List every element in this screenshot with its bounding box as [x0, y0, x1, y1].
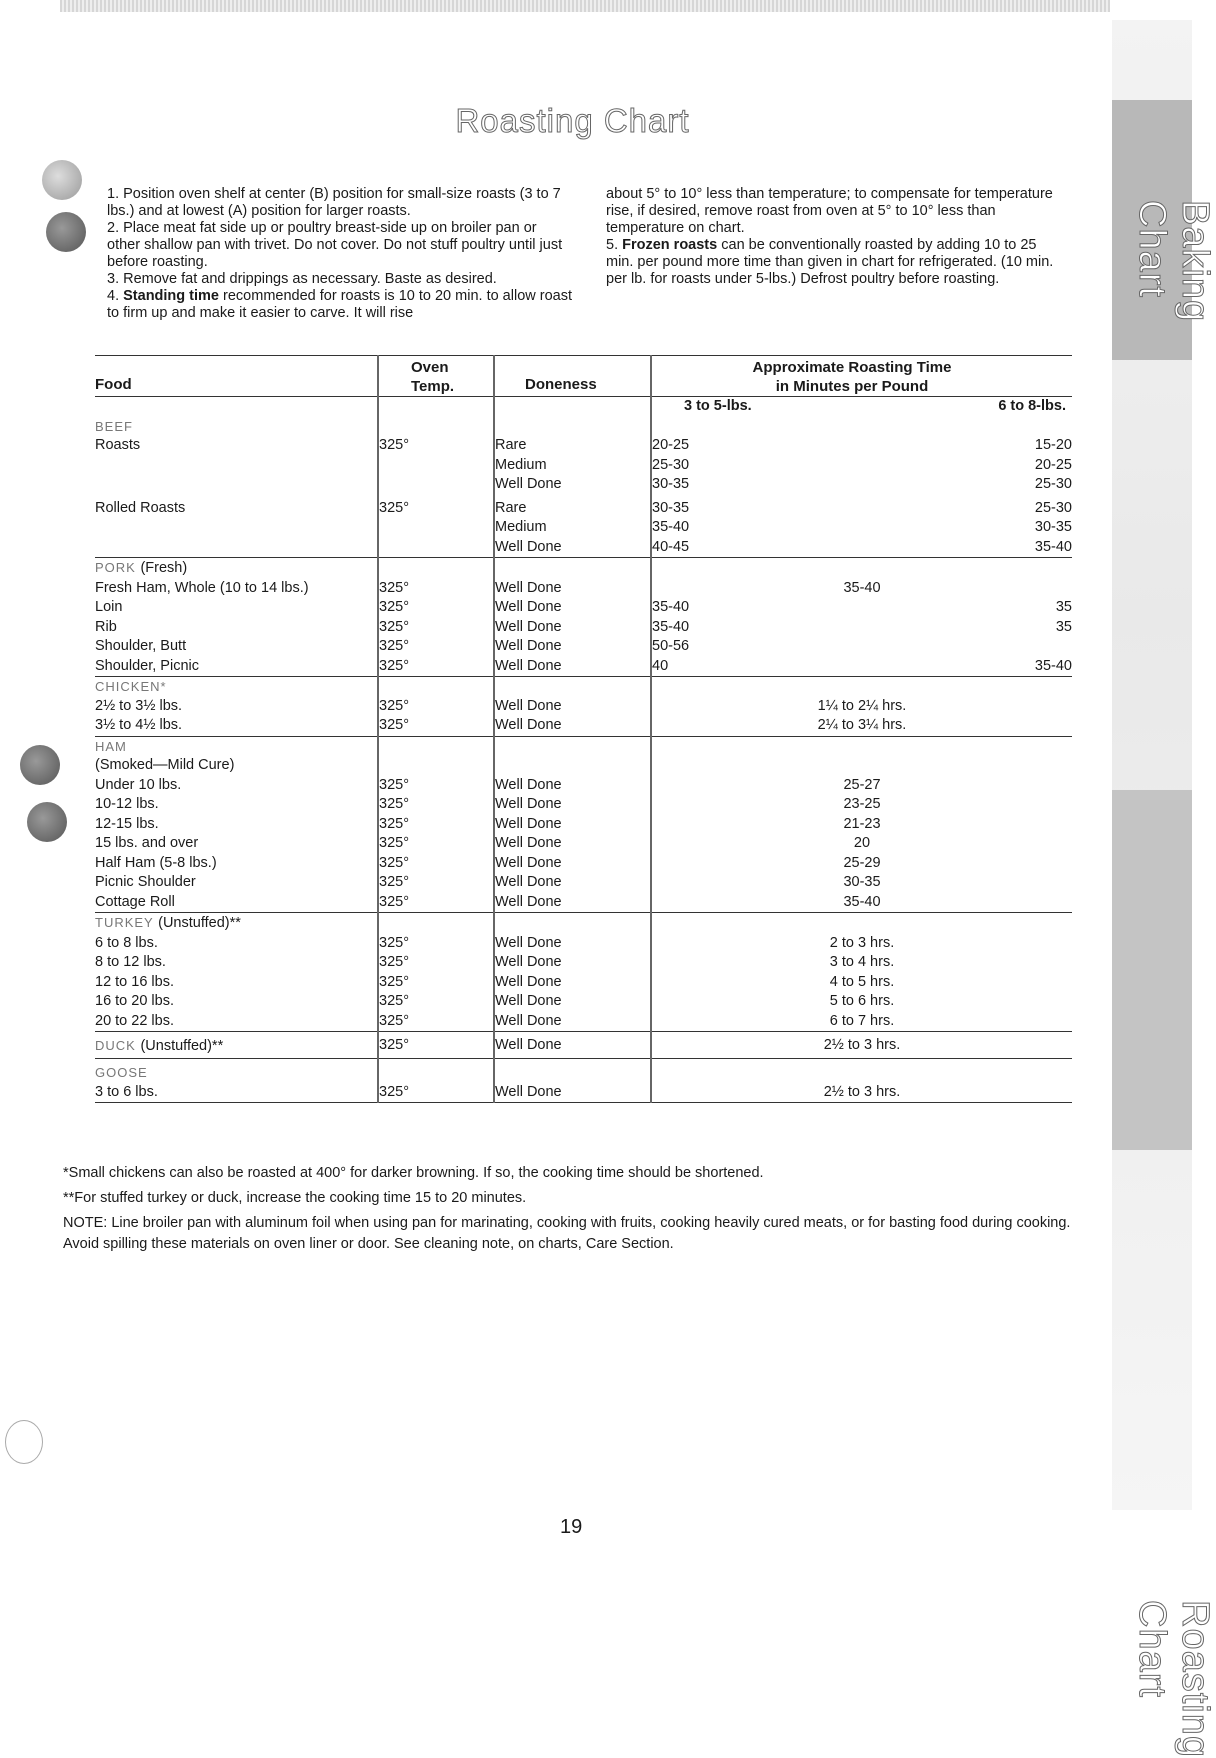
- cell-time-3-5: 40-45: [652, 538, 690, 555]
- cell-time: 2 to 3 hrs.: [829, 934, 895, 951]
- cell-time-6-8: 35-40: [1034, 538, 1072, 555]
- cell-doneness: Well Done: [494, 795, 651, 815]
- step-number: 3.: [107, 271, 120, 287]
- table-row: [95, 538, 1072, 558]
- cell-food: 12-15 lbs.: [95, 815, 378, 835]
- cell-time-6-8: 30-35: [1034, 519, 1072, 535]
- header-time-line2: in Minutes per Pound: [775, 378, 929, 395]
- cell-time-3-5: 35-40: [652, 519, 690, 535]
- table-row: [95, 475, 1072, 495]
- cell-time-6-8: 25-30: [1034, 476, 1072, 492]
- side-tab-strip: [1112, 20, 1216, 1758]
- cell-temp: [378, 475, 494, 495]
- cell-temp: 325°: [378, 1012, 494, 1032]
- cell-temp: 325°: [378, 815, 494, 835]
- step-text: about 5° to 10° less than temperature; to compensate for temperature rise, if desired, remove roast from oven at 5° to 10° less than temperature on chart.: [606, 186, 1053, 236]
- cell-doneness: Rare: [494, 436, 651, 456]
- binder-hole-icon: [42, 160, 82, 200]
- cell-time: 30-35: [843, 874, 881, 890]
- cell-food: Shoulder, Picnic: [95, 657, 378, 677]
- category-chicken: CHICKEN*: [95, 677, 378, 697]
- cell-time-6-8: 25-30: [1034, 499, 1072, 516]
- table-row: [95, 637, 1072, 657]
- cell-time: 2½ to 3 hrs.: [823, 1083, 901, 1100]
- intro-step-4: [107, 288, 572, 322]
- cell-doneness: Well Done: [494, 973, 651, 993]
- cell-food: 6 to 8 lbs.: [95, 934, 378, 954]
- cell-doneness: Rare: [494, 499, 651, 519]
- cell-temp: 325°: [378, 436, 494, 456]
- cell-doneness: Well Done: [494, 1032, 651, 1059]
- table-row: [95, 953, 1072, 973]
- cell-doneness: Well Done: [494, 1083, 651, 1103]
- cell-temp: 325°: [378, 657, 494, 677]
- cell-time: 4 to 5 hrs.: [829, 973, 895, 990]
- cell-food: 10-12 lbs.: [95, 795, 378, 815]
- cell-food: Rib: [95, 618, 378, 638]
- cell-food: [95, 518, 378, 538]
- intro-step-3: [107, 271, 572, 288]
- category-note: (Fresh): [140, 560, 188, 576]
- cell-doneness: Well Done: [494, 873, 651, 893]
- cell-time-3-5: 25-30: [652, 456, 690, 473]
- header-oven-line1: Oven: [411, 359, 449, 376]
- category-label: PORK: [95, 560, 136, 575]
- cell-time-6-8: 35-40: [1034, 657, 1072, 674]
- cell-food: 15 lbs. and over: [95, 834, 378, 854]
- step-text: Remove fat and drippings as necessary. Baste as desired.: [123, 271, 497, 287]
- intro-step-5: [606, 237, 1066, 288]
- cell-time: 20: [853, 835, 871, 851]
- cell-time: 2½ to 3 hrs.: [651, 1032, 1072, 1059]
- cell-temp: 325°: [378, 579, 494, 599]
- cell-doneness: Well Done: [494, 475, 651, 495]
- category-pork: [95, 558, 378, 579]
- cell-time-6-8: [851, 637, 1072, 657]
- cell-temp: 325°: [378, 934, 494, 954]
- cell-time: [651, 756, 1072, 776]
- cell-time-3-5: 30-35: [652, 476, 690, 492]
- cell-food: Under 10 lbs.: [95, 776, 378, 796]
- cell-doneness: Well Done: [494, 716, 651, 736]
- cell-doneness: Well Done: [494, 657, 651, 677]
- table-row: [95, 598, 1072, 618]
- category-beef: BEEF: [95, 417, 378, 437]
- footnote-note: NOTE: Line broiler pan with aluminum foil when using pan for marinating, cooking with fruits, cooking heavily cured meats, or for basting food during cooking. Avoid spilling these materials on oven liner or door. See cleaning note, on charts, Care Section.: [63, 1215, 1071, 1252]
- cell-temp: 325°: [378, 598, 494, 618]
- cell-doneness: Well Done: [494, 538, 651, 558]
- cell-temp: [378, 538, 494, 558]
- cell-temp: 325°: [378, 854, 494, 874]
- cell-doneness: Well Done: [494, 618, 651, 638]
- intro-step-1: [107, 186, 572, 220]
- header-oven-temp: [378, 356, 494, 397]
- cell-temp: 325°: [378, 973, 494, 993]
- table-row: [95, 973, 1072, 993]
- header-oven-line2: Temp.: [411, 378, 455, 395]
- cell-doneness: Well Done: [494, 579, 651, 599]
- scan-top-band: [60, 0, 1110, 12]
- cell-doneness: Well Done: [494, 598, 651, 618]
- table-row: [95, 1032, 1072, 1059]
- cell-food: [95, 538, 378, 558]
- page-title: Roasting Chart: [455, 102, 690, 139]
- cell-temp: 325°: [378, 697, 494, 717]
- cell-time: 25-29: [843, 854, 881, 871]
- table-row: [95, 499, 1072, 519]
- cell-time-3-5: 35-40: [652, 599, 690, 615]
- cell-doneness: Well Done: [494, 834, 651, 854]
- category-note: (Unstuffed)**: [158, 915, 241, 931]
- cell-time-6-8: 20-25: [1034, 456, 1072, 473]
- cell-temp: 325°: [378, 1083, 494, 1103]
- cell-doneness: Well Done: [494, 893, 651, 913]
- step-text: can be conventionally roasted by adding 10 to 25 min. per pound more time than given in chart for refrigerated. (10 min. per lb. for roasts under 5-lbs.) Defrost poultry before roasting.: [606, 237, 1054, 287]
- cell-food: [95, 475, 378, 495]
- cell-temp: 325°: [378, 499, 494, 519]
- header-food: Food: [95, 356, 378, 397]
- intro-step-4-cont: [606, 186, 1066, 237]
- cell-temp: 325°: [378, 834, 494, 854]
- cell-doneness: Well Done: [494, 934, 651, 954]
- table-row: [95, 934, 1072, 954]
- cell-food: [95, 456, 378, 476]
- table-row: [95, 756, 1072, 776]
- table-row: [95, 992, 1072, 1012]
- table-row: [95, 1083, 1072, 1103]
- footnotes: [63, 1163, 1073, 1255]
- cell-temp: 325°: [378, 716, 494, 736]
- cell-doneness: Medium: [494, 456, 651, 476]
- cell-time-3-5: 20-25: [652, 437, 690, 453]
- cell-time: 25-27: [843, 776, 881, 793]
- table-row: [95, 776, 1072, 796]
- cell-food: 20 to 22 lbs.: [95, 1012, 378, 1032]
- step-number: 2.: [107, 220, 120, 236]
- cell-time: 23-25: [843, 796, 881, 812]
- cell-doneness: [494, 756, 651, 776]
- table-row: [95, 795, 1072, 815]
- cell-temp: 325°: [378, 953, 494, 973]
- cell-food: Picnic Shoulder: [95, 873, 378, 893]
- cell-time: 35-40: [843, 893, 881, 910]
- cell-doneness: Well Done: [494, 637, 651, 657]
- table-row: [95, 518, 1072, 538]
- cell-doneness: Well Done: [494, 953, 651, 973]
- cell-time: 6 to 7 hrs.: [829, 1012, 895, 1029]
- cell-temp: 325°: [378, 637, 494, 657]
- category-note: (Unstuffed)**: [140, 1038, 224, 1054]
- cell-food: 3 to 6 lbs.: [95, 1083, 378, 1103]
- cell-time-6-8: 35: [1055, 599, 1072, 615]
- cell-time-3-5: 30-35: [652, 499, 690, 516]
- cell-time: 35-40: [843, 579, 881, 596]
- cell-temp: 325°: [378, 893, 494, 913]
- subheader-3-to-5-lbs: 3 to 5-lbs.: [651, 397, 851, 417]
- roasting-chart-tab-label: Roasting Chart: [1131, 1600, 1216, 1758]
- table-row: [95, 854, 1072, 874]
- table-row: [95, 1012, 1072, 1032]
- cell-doneness: Well Done: [494, 1012, 651, 1032]
- footnote-stuffed: **For stuffed turkey or duck, increase the cooking time 15 to 20 minutes.: [63, 1190, 527, 1206]
- binder-ring-icon: [5, 1420, 43, 1464]
- table-row: [95, 834, 1072, 854]
- cell-time: 2¼ to 3¼ hrs.: [817, 717, 907, 733]
- cell-food: 3½ to 4½ lbs.: [95, 716, 378, 736]
- cell-doneness: Well Done: [494, 815, 651, 835]
- cell-time: 1¼ to 2¼ hrs.: [817, 697, 907, 714]
- cell-doneness: Well Done: [494, 776, 651, 796]
- cell-temp: [378, 518, 494, 538]
- cell-temp: 325°: [378, 776, 494, 796]
- cell-food: Fresh Ham, Whole (10 to 14 lbs.): [95, 579, 378, 599]
- cell-doneness: Well Done: [494, 697, 651, 717]
- cell-food: Loin: [95, 598, 378, 618]
- cell-time-6-8: 35: [1055, 618, 1072, 635]
- step-number: 5.: [606, 237, 619, 253]
- subheader-6-to-8-lbs: 6 to 8-lbs.: [851, 397, 1072, 417]
- cell-temp: [378, 456, 494, 476]
- table-row: [95, 436, 1072, 456]
- cell-doneness: Well Done: [494, 854, 651, 874]
- cell-food: 8 to 12 lbs.: [95, 953, 378, 973]
- category-label: TURKEY: [95, 915, 154, 930]
- cell-temp: 325°: [378, 992, 494, 1012]
- cell-temp: [378, 756, 494, 776]
- table-row: [95, 618, 1072, 638]
- intro-step-2: [107, 220, 572, 271]
- binder-hole-icon: [46, 212, 86, 252]
- footnote-chicken: *Small chickens can also be roasted at 400° for darker browning. If so, the cooking time should be shortened.: [63, 1165, 764, 1181]
- category-label: DUCK: [95, 1038, 136, 1053]
- table-row: [95, 893, 1072, 913]
- cell-time-3-5: 35-40: [652, 618, 690, 635]
- intro-right-column: [606, 186, 1066, 288]
- cell-time-3-5: 50-56: [652, 638, 690, 654]
- category-duck: [95, 1032, 378, 1059]
- header-doneness: Doneness: [494, 356, 651, 397]
- cell-time-3-5: 40: [652, 657, 669, 674]
- baking-chart-tab-label: Baking Chart: [1131, 200, 1216, 323]
- step-text: Position oven shelf at center (B) position for small-size roasts (3 to 7 lbs.) and at lowest (A) position for larger roasts.: [107, 186, 561, 219]
- table-row: [95, 697, 1072, 717]
- header-roasting-time: [651, 356, 1072, 397]
- cell-food: Half Ham (5-8 lbs.): [95, 854, 378, 874]
- table-row: [95, 716, 1072, 736]
- roasting-chart-table: [95, 355, 1072, 1103]
- step-text: recommended for roasts is 10 to 20 min. to allow roast to firm up and make it easier to carve. It will rise: [107, 288, 572, 321]
- roasting-chart-tab[interactable]: [1112, 790, 1216, 1758]
- category-goose: GOOSE: [95, 1059, 378, 1083]
- binder-hole-icon: [20, 745, 60, 785]
- cell-food: (Smoked—Mild Cure): [95, 756, 378, 776]
- table-row: [95, 657, 1072, 677]
- step-bold: Standing time: [123, 288, 219, 304]
- cell-food: Cottage Roll: [95, 893, 378, 913]
- cell-food: 2½ to 3½ lbs.: [95, 697, 378, 717]
- cell-temp: 325°: [378, 873, 494, 893]
- cell-doneness: Medium: [494, 518, 651, 538]
- cell-food: 16 to 20 lbs.: [95, 992, 378, 1012]
- cell-food: Rolled Roasts: [95, 499, 378, 519]
- step-number: 1.: [107, 186, 120, 202]
- binder-hole-icon: [27, 802, 67, 842]
- table-row: [95, 873, 1072, 893]
- cell-temp: 325°: [378, 1032, 494, 1059]
- step-bold: Frozen roasts: [622, 237, 718, 253]
- cell-food: Roasts: [95, 436, 378, 456]
- cell-food: 12 to 16 lbs.: [95, 973, 378, 993]
- category-ham: HAM: [95, 736, 378, 756]
- cell-temp: 325°: [378, 795, 494, 815]
- table-row: [95, 579, 1072, 599]
- cell-food: Shoulder, Butt: [95, 637, 378, 657]
- cell-time: 21-23: [843, 815, 881, 832]
- step-number: 4.: [107, 288, 120, 304]
- step-text: Place meat fat side up or poultry breast-side up on broiler pan or other shallow pan with trivet. Do not cover. Do not stuff poultry until just before roasting.: [107, 220, 563, 270]
- category-turkey: [95, 913, 378, 934]
- cell-doneness: Well Done: [494, 992, 651, 1012]
- intro-left-column: [107, 186, 572, 322]
- page-number: 19: [560, 1516, 583, 1538]
- table-row: [95, 456, 1072, 476]
- table-row: [95, 815, 1072, 835]
- cell-time-6-8: 15-20: [1034, 437, 1072, 453]
- header-time-line1: Approximate Roasting Time: [752, 359, 952, 376]
- cell-time: 3 to 4 hrs.: [829, 954, 895, 970]
- cell-time: 5 to 6 hrs.: [829, 993, 895, 1009]
- cell-temp: 325°: [378, 618, 494, 638]
